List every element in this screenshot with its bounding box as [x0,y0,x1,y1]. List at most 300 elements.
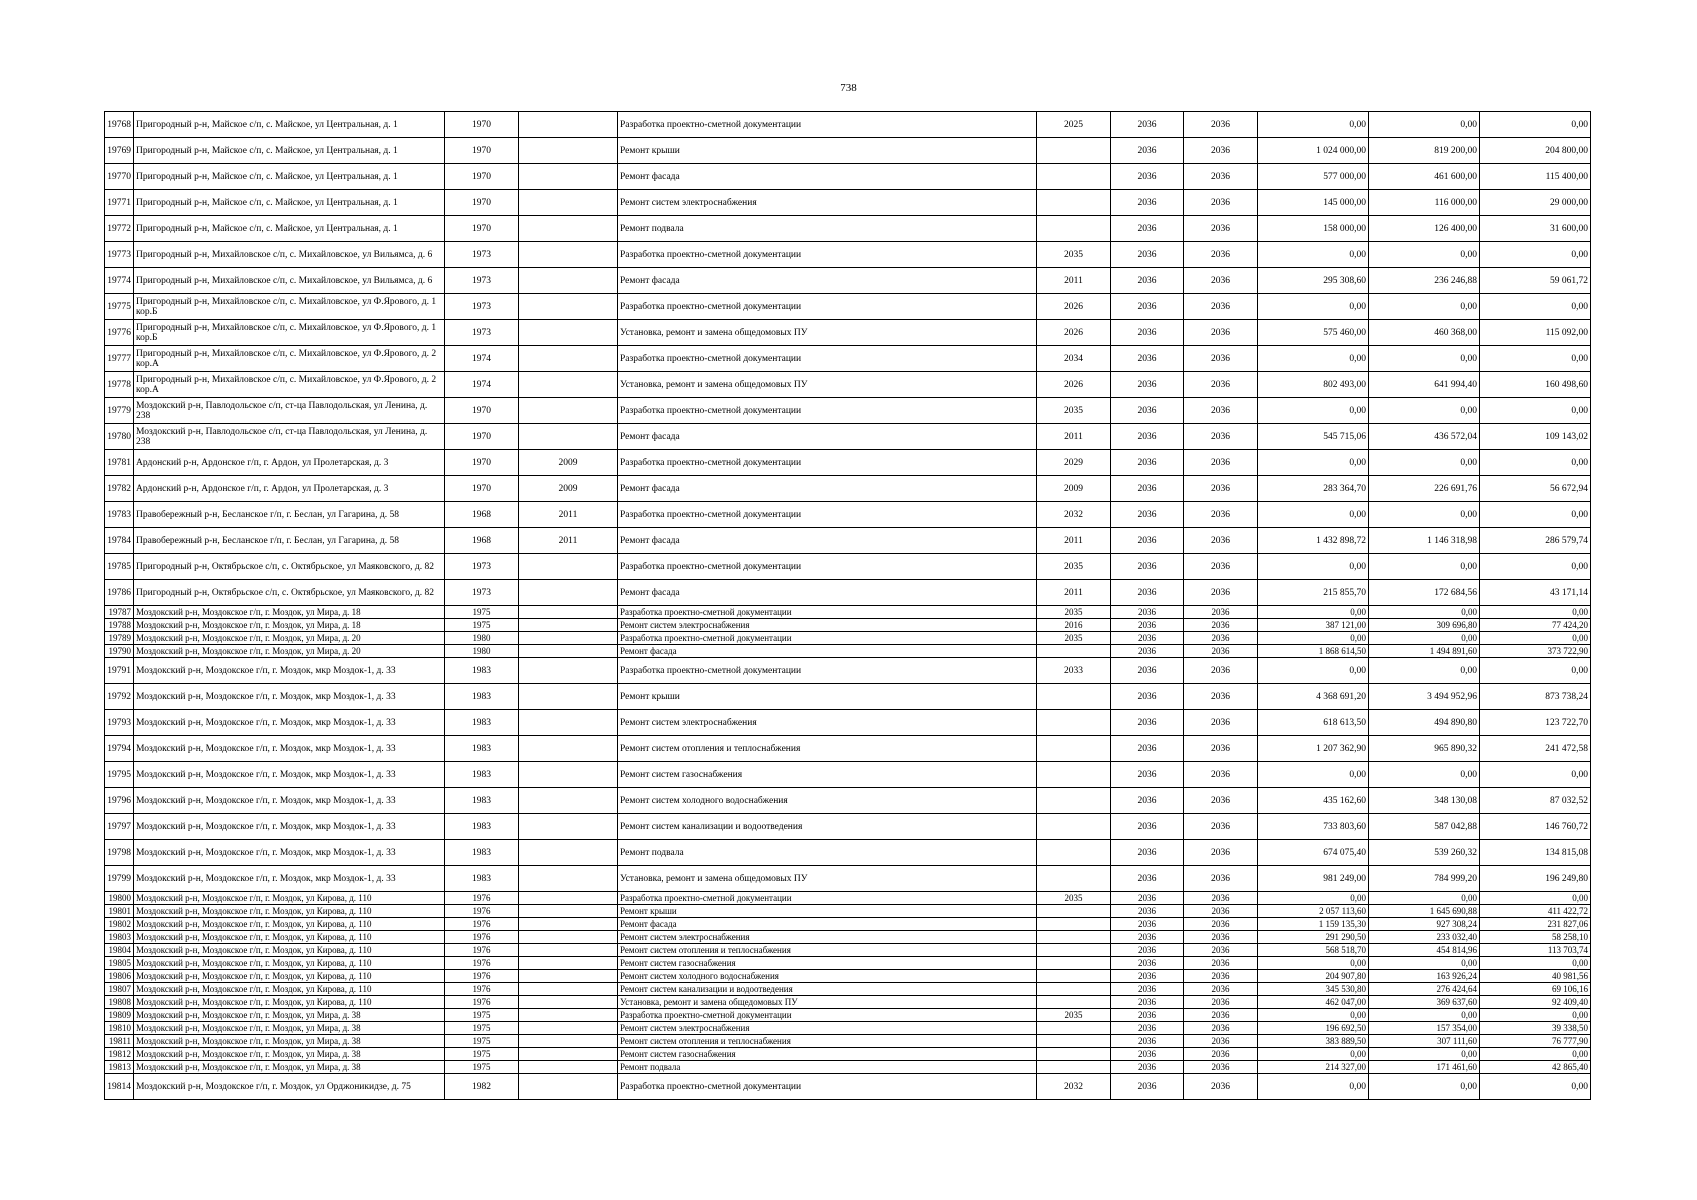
renovation-year-cell [519,944,618,957]
build-year-cell: 1976 [445,983,519,996]
row-id-cell: 19775 [105,294,134,320]
table-row [105,684,1591,710]
row-id-cell: 19793 [105,710,134,736]
total-cost-cell: 0,00 [1258,398,1369,424]
fund-cost-cell: 0,00 [1369,606,1480,619]
table-row [105,216,1591,242]
year-3-cell: 2036 [1184,424,1258,450]
fund-cost-cell: 226 691,76 [1369,476,1480,502]
row-id-cell: 19808 [105,996,134,1009]
total-cost-cell: 0,00 [1258,892,1369,905]
year-2-cell: 2036 [1111,580,1184,606]
owner-cost-cell: 109 143,02 [1480,424,1591,450]
year-2-cell: 2036 [1111,320,1184,346]
row-id-cell: 19770 [105,164,134,190]
renovation-year-cell [519,320,618,346]
year-3-cell: 2036 [1184,814,1258,840]
row-id-cell: 19812 [105,1048,134,1061]
fund-cost-cell: 436 572,04 [1369,424,1480,450]
owner-cost-cell: 77 424,20 [1480,619,1591,632]
address-cell: Моздокский р-н, Моздокское г/п, г. Моздок, мкр Моздок-1, д. 33 [134,840,445,866]
address-cell: Моздокский р-н, Моздокское г/п, г. Моздок, ул Кирова, д. 110 [134,970,445,983]
work-type-cell: Ремонт систем отопления и теплоснабжения [618,944,1037,957]
row-id-cell: 19807 [105,983,134,996]
table-row [105,970,1591,983]
year-1-cell: 2035 [1037,632,1111,645]
year-2-cell: 2036 [1111,918,1184,931]
year-1-cell [1037,996,1111,1009]
total-cost-cell: 1 024 000,00 [1258,138,1369,164]
address-cell: Пригородный р-н, Михайловское с/п, с. Михайловское, ул Ф.Ярового, д. 1 кор.Б [134,294,445,320]
work-type-cell: Ремонт систем электроснабжения [618,710,1037,736]
table-row [105,320,1591,346]
year-1-cell: 2009 [1037,476,1111,502]
year-2-cell: 2036 [1111,983,1184,996]
address-cell: Моздокский р-н, Моздокское г/п, г. Моздок, мкр Моздок-1, д. 33 [134,814,445,840]
fund-cost-cell: 0,00 [1369,502,1480,528]
work-type-cell: Установка, ремонт и замена общедомовых ПУ [618,372,1037,398]
work-type-cell: Ремонт фасада [618,918,1037,931]
renovation-year-cell [519,892,618,905]
build-year-cell: 1983 [445,762,519,788]
row-id-cell: 19811 [105,1035,134,1048]
build-year-cell: 1973 [445,554,519,580]
work-type-cell: Ремонт фасада [618,476,1037,502]
work-type-cell: Ремонт подвала [618,1061,1037,1074]
address-cell: Моздокский р-н, Моздокское г/п, г. Моздок, ул Мира, д. 20 [134,645,445,658]
renovation-year-cell [519,983,618,996]
build-year-cell: 1975 [445,1022,519,1035]
build-year-cell: 1976 [445,905,519,918]
row-id-cell: 19801 [105,905,134,918]
address-cell: Пригородный р-н, Майское с/п, с. Майское, ул Центральная, д. 1 [134,190,445,216]
row-id-cell: 19779 [105,398,134,424]
table-row [105,892,1591,905]
total-cost-cell: 1 432 898,72 [1258,528,1369,554]
total-cost-cell: 1 868 614,50 [1258,645,1369,658]
fund-cost-cell: 927 308,24 [1369,918,1480,931]
build-year-cell: 1970 [445,216,519,242]
fund-cost-cell: 236 246,88 [1369,268,1480,294]
renovation-year-cell [519,424,618,450]
address-cell: Моздокский р-н, Моздокское г/п, г. Моздок, ул Кирова, д. 110 [134,996,445,1009]
renovation-year-cell [519,1048,618,1061]
year-2-cell: 2036 [1111,112,1184,138]
renovation-year-cell [519,216,618,242]
year-1-cell: 2011 [1037,424,1111,450]
owner-cost-cell: 0,00 [1480,1074,1591,1100]
total-cost-cell: 1 207 362,90 [1258,736,1369,762]
work-type-cell: Разработка проектно-сметной документации [618,112,1037,138]
owner-cost-cell: 69 106,16 [1480,983,1591,996]
address-cell: Пригородный р-н, Михайловское с/п, с. Михайловское, ул Ф.Ярового, д. 2 кор.А [134,346,445,372]
work-type-cell: Ремонт систем электроснабжения [618,190,1037,216]
year-1-cell [1037,788,1111,814]
work-type-cell: Ремонт фасада [618,528,1037,554]
year-1-cell: 2011 [1037,528,1111,554]
year-2-cell: 2036 [1111,450,1184,476]
work-type-cell: Ремонт фасада [618,580,1037,606]
fund-cost-cell: 126 400,00 [1369,216,1480,242]
renovation-year-cell [519,840,618,866]
year-2-cell: 2036 [1111,892,1184,905]
work-type-cell: Разработка проектно-сметной документации [618,242,1037,268]
work-type-cell: Разработка проектно-сметной документации [618,632,1037,645]
total-cost-cell: 802 493,00 [1258,372,1369,398]
address-cell: Моздокский р-н, Павлодольское с/п, ст-ца Павлодольская, ул Ленина, д. 238 [134,424,445,450]
renovation-year-cell [519,710,618,736]
renovation-year-cell [519,1022,618,1035]
work-type-cell: Ремонт систем электроснабжения [618,1022,1037,1035]
year-2-cell: 2036 [1111,619,1184,632]
address-cell: Моздокский р-н, Моздокское г/п, г. Моздок, мкр Моздок-1, д. 33 [134,710,445,736]
work-type-cell: Ремонт подвала [618,840,1037,866]
owner-cost-cell: 0,00 [1480,606,1591,619]
row-id-cell: 19769 [105,138,134,164]
renovation-year-cell [519,658,618,684]
build-year-cell: 1970 [445,164,519,190]
renovation-year-cell [519,736,618,762]
fund-cost-cell: 0,00 [1369,1009,1480,1022]
work-type-cell: Разработка проектно-сметной документации [618,502,1037,528]
table-row [105,788,1591,814]
row-id-cell: 19791 [105,658,134,684]
total-cost-cell: 196 692,50 [1258,1022,1369,1035]
total-cost-cell: 981 249,00 [1258,866,1369,892]
fund-cost-cell: 1 494 891,60 [1369,645,1480,658]
work-type-cell: Ремонт систем канализации и водоотведения [618,814,1037,840]
work-type-cell: Ремонт систем отопления и теплоснабжения [618,736,1037,762]
row-id-cell: 19800 [105,892,134,905]
owner-cost-cell: 411 422,72 [1480,905,1591,918]
fund-cost-cell: 460 368,00 [1369,320,1480,346]
build-year-cell: 1968 [445,502,519,528]
year-2-cell: 2036 [1111,138,1184,164]
row-id-cell: 19805 [105,957,134,970]
row-id-cell: 19788 [105,619,134,632]
owner-cost-cell: 0,00 [1480,1009,1591,1022]
work-type-cell: Разработка проектно-сметной документации [618,1074,1037,1100]
build-year-cell: 1983 [445,710,519,736]
year-2-cell: 2036 [1111,476,1184,502]
renovation-year-cell [519,905,618,918]
table-row [105,983,1591,996]
build-year-cell: 1980 [445,645,519,658]
address-cell: Моздокский р-н, Моздокское г/п, г. Моздок, ул Кирова, д. 110 [134,918,445,931]
renovation-year-cell [519,1074,618,1100]
owner-cost-cell: 146 760,72 [1480,814,1591,840]
fund-cost-cell: 0,00 [1369,658,1480,684]
build-year-cell: 1976 [445,892,519,905]
total-cost-cell: 0,00 [1258,1074,1369,1100]
build-year-cell: 1968 [445,528,519,554]
year-2-cell: 2036 [1111,632,1184,645]
year-3-cell: 2036 [1184,931,1258,944]
fund-cost-cell: 0,00 [1369,346,1480,372]
fund-cost-cell: 587 042,88 [1369,814,1480,840]
owner-cost-cell: 29 000,00 [1480,190,1591,216]
build-year-cell: 1983 [445,684,519,710]
owner-cost-cell: 0,00 [1480,242,1591,268]
fund-cost-cell: 461 600,00 [1369,164,1480,190]
address-cell: Пригородный р-н, Михайловское с/п, с. Михайловское, ул Вильямса, д. 6 [134,242,445,268]
work-type-cell: Ремонт подвала [618,216,1037,242]
year-1-cell [1037,970,1111,983]
year-1-cell [1037,918,1111,931]
year-3-cell: 2036 [1184,996,1258,1009]
owner-cost-cell: 286 579,74 [1480,528,1591,554]
row-id-cell: 19802 [105,918,134,931]
table-row [105,606,1591,619]
year-3-cell: 2036 [1184,138,1258,164]
fund-cost-cell: 0,00 [1369,957,1480,970]
renovation-year-cell: 2011 [519,502,618,528]
address-cell: Пригородный р-н, Майское с/п, с. Майское, ул Центральная, д. 1 [134,112,445,138]
row-id-cell: 19780 [105,424,134,450]
address-cell: Пригородный р-н, Октябрьское с/п, с. Октябрьское, ул Маяковского, д. 82 [134,580,445,606]
total-cost-cell: 145 000,00 [1258,190,1369,216]
work-type-cell: Разработка проектно-сметной документации [618,892,1037,905]
year-1-cell [1037,1022,1111,1035]
year-1-cell: 2035 [1037,398,1111,424]
year-2-cell: 2036 [1111,931,1184,944]
fund-cost-cell: 819 200,00 [1369,138,1480,164]
owner-cost-cell: 0,00 [1480,957,1591,970]
owner-cost-cell: 76 777,90 [1480,1035,1591,1048]
owner-cost-cell: 39 338,50 [1480,1022,1591,1035]
table-row [105,398,1591,424]
build-year-cell: 1976 [445,970,519,983]
fund-cost-cell: 784 999,20 [1369,866,1480,892]
owner-cost-cell: 58 258,10 [1480,931,1591,944]
row-id-cell: 19783 [105,502,134,528]
owner-cost-cell: 196 249,80 [1480,866,1591,892]
row-id-cell: 19803 [105,931,134,944]
owner-cost-cell: 0,00 [1480,632,1591,645]
total-cost-cell: 387 121,00 [1258,619,1369,632]
table-row [105,450,1591,476]
table-row [105,242,1591,268]
fund-cost-cell: 454 814,96 [1369,944,1480,957]
fund-cost-cell: 116 000,00 [1369,190,1480,216]
owner-cost-cell: 59 061,72 [1480,268,1591,294]
renovation-year-cell [519,931,618,944]
renovation-year-cell [519,606,618,619]
year-2-cell: 2036 [1111,736,1184,762]
total-cost-cell: 0,00 [1258,502,1369,528]
year-1-cell: 2026 [1037,294,1111,320]
year-3-cell: 2036 [1184,502,1258,528]
fund-cost-cell: 348 130,08 [1369,788,1480,814]
table-row [105,1035,1591,1048]
row-id-cell: 19786 [105,580,134,606]
year-3-cell: 2036 [1184,398,1258,424]
address-cell: Пригородный р-н, Михайловское с/п, с. Михайловское, ул Ф.Ярового, д. 1 кор.Б [134,320,445,346]
total-cost-cell: 545 715,06 [1258,424,1369,450]
renovation-year-cell [519,1035,618,1048]
year-2-cell: 2036 [1111,1074,1184,1100]
work-type-cell: Установка, ремонт и замена общедомовых ПУ [618,866,1037,892]
year-1-cell: 2035 [1037,606,1111,619]
total-cost-cell: 0,00 [1258,632,1369,645]
owner-cost-cell: 40 981,56 [1480,970,1591,983]
work-type-cell: Ремонт фасада [618,645,1037,658]
address-cell: Моздокский р-н, Моздокское г/п, г. Моздок, мкр Моздок-1, д. 33 [134,866,445,892]
table-row [105,658,1591,684]
owner-cost-cell: 0,00 [1480,294,1591,320]
renovation-year-cell [519,268,618,294]
fund-cost-cell: 494 890,80 [1369,710,1480,736]
year-3-cell: 2036 [1184,619,1258,632]
table-row [105,138,1591,164]
address-cell: Моздокский р-н, Павлодольское с/п, ст-ца Павлодольская, ул Ленина, д. 238 [134,398,445,424]
owner-cost-cell: 0,00 [1480,112,1591,138]
address-cell: Ардонский р-н, Ардонское г/п, г. Ардон, ул Пролетарская, д. 3 [134,450,445,476]
year-2-cell: 2036 [1111,996,1184,1009]
build-year-cell: 1975 [445,1035,519,1048]
work-type-cell: Ремонт систем газоснабжения [618,957,1037,970]
renovation-year-cell [519,138,618,164]
table-row [105,164,1591,190]
year-3-cell: 2036 [1184,684,1258,710]
total-cost-cell: 295 308,60 [1258,268,1369,294]
table-row [105,580,1591,606]
row-id-cell: 19795 [105,762,134,788]
work-type-cell: Ремонт систем холодного водоснабжения [618,788,1037,814]
owner-cost-cell: 87 032,52 [1480,788,1591,814]
work-type-cell: Установка, ремонт и замена общедомовых ПУ [618,996,1037,1009]
year-3-cell: 2036 [1184,216,1258,242]
address-cell: Моздокский р-н, Моздокское г/п, г. Моздок, мкр Моздок-1, д. 33 [134,762,445,788]
owner-cost-cell: 0,00 [1480,398,1591,424]
year-1-cell [1037,944,1111,957]
year-1-cell: 2026 [1037,372,1111,398]
page-number: 738 [840,82,857,94]
total-cost-cell: 0,00 [1258,554,1369,580]
work-type-cell: Ремонт крыши [618,684,1037,710]
row-id-cell: 19785 [105,554,134,580]
year-3-cell: 2036 [1184,268,1258,294]
year-2-cell: 2036 [1111,944,1184,957]
year-3-cell: 2036 [1184,190,1258,216]
year-3-cell: 2036 [1184,1035,1258,1048]
total-cost-cell: 291 290,50 [1258,931,1369,944]
year-2-cell: 2036 [1111,424,1184,450]
owner-cost-cell: 43 171,14 [1480,580,1591,606]
table-row [105,957,1591,970]
row-id-cell: 19789 [105,632,134,645]
table-row [105,931,1591,944]
work-type-cell: Ремонт крыши [618,138,1037,164]
build-year-cell: 1973 [445,580,519,606]
owner-cost-cell: 31 600,00 [1480,216,1591,242]
build-year-cell: 1973 [445,268,519,294]
year-2-cell: 2036 [1111,502,1184,528]
row-id-cell: 19771 [105,190,134,216]
owner-cost-cell: 115 400,00 [1480,164,1591,190]
address-cell: Моздокский р-н, Моздокское г/п, г. Моздок, ул Мира, д. 20 [134,632,445,645]
owner-cost-cell: 0,00 [1480,892,1591,905]
total-cost-cell: 0,00 [1258,762,1369,788]
row-id-cell: 19810 [105,1022,134,1035]
row-id-cell: 19814 [105,1074,134,1100]
year-1-cell [1037,931,1111,944]
work-type-cell: Разработка проектно-сметной документации [618,554,1037,580]
owner-cost-cell: 115 092,00 [1480,320,1591,346]
build-year-cell: 1975 [445,606,519,619]
table-row [105,346,1591,372]
renovation-year-cell [519,1061,618,1074]
fund-cost-cell: 163 926,24 [1369,970,1480,983]
year-2-cell: 2036 [1111,606,1184,619]
build-year-cell: 1983 [445,788,519,814]
total-cost-cell: 283 364,70 [1258,476,1369,502]
address-cell: Правобережный р-н, Бесланское г/п, г. Беслан, ул Гагарина, д. 58 [134,502,445,528]
renovation-year-cell [519,554,618,580]
total-cost-cell: 0,00 [1258,346,1369,372]
year-1-cell [1037,957,1111,970]
renovation-year-cell [519,684,618,710]
year-3-cell: 2036 [1184,164,1258,190]
renovation-year-cell: 2011 [519,528,618,554]
table-row [105,1048,1591,1061]
renovation-year-cell [519,996,618,1009]
owner-cost-cell: 0,00 [1480,346,1591,372]
address-cell: Пригородный р-н, Михайловское с/п, с. Михайловское, ул Вильямса, д. 6 [134,268,445,294]
table-row [105,645,1591,658]
year-3-cell: 2036 [1184,736,1258,762]
year-3-cell: 2036 [1184,1061,1258,1074]
total-cost-cell: 462 047,00 [1258,996,1369,1009]
table-row [105,424,1591,450]
table-row [105,944,1591,957]
renovation-year-cell [519,957,618,970]
row-id-cell: 19813 [105,1061,134,1074]
owner-cost-cell: 231 827,06 [1480,918,1591,931]
year-3-cell: 2036 [1184,645,1258,658]
year-1-cell [1037,736,1111,762]
year-2-cell: 2036 [1111,762,1184,788]
table-row [105,1022,1591,1035]
table-row [105,502,1591,528]
year-1-cell: 2032 [1037,1074,1111,1100]
year-3-cell: 2036 [1184,554,1258,580]
total-cost-cell: 2 057 113,60 [1258,905,1369,918]
year-3-cell: 2036 [1184,112,1258,138]
year-3-cell: 2036 [1184,242,1258,268]
fund-cost-cell: 3 494 952,96 [1369,684,1480,710]
year-3-cell: 2036 [1184,476,1258,502]
year-1-cell [1037,190,1111,216]
row-id-cell: 19774 [105,268,134,294]
year-1-cell [1037,814,1111,840]
year-2-cell: 2036 [1111,866,1184,892]
table-body [105,112,1591,1100]
address-cell: Пригородный р-н, Майское с/п, с. Майское, ул Центральная, д. 1 [134,138,445,164]
total-cost-cell: 4 368 691,20 [1258,684,1369,710]
work-type-cell: Ремонт фасада [618,164,1037,190]
owner-cost-cell: 0,00 [1480,554,1591,580]
work-type-cell: Ремонт фасада [618,424,1037,450]
owner-cost-cell: 0,00 [1480,450,1591,476]
year-3-cell: 2036 [1184,710,1258,736]
year-2-cell: 2036 [1111,216,1184,242]
total-cost-cell: 0,00 [1258,450,1369,476]
year-2-cell: 2036 [1111,658,1184,684]
address-cell: Моздокский р-н, Моздокское г/п, г. Моздок, мкр Моздок-1, д. 33 [134,684,445,710]
row-id-cell: 19804 [105,944,134,957]
owner-cost-cell: 42 865,40 [1480,1061,1591,1074]
